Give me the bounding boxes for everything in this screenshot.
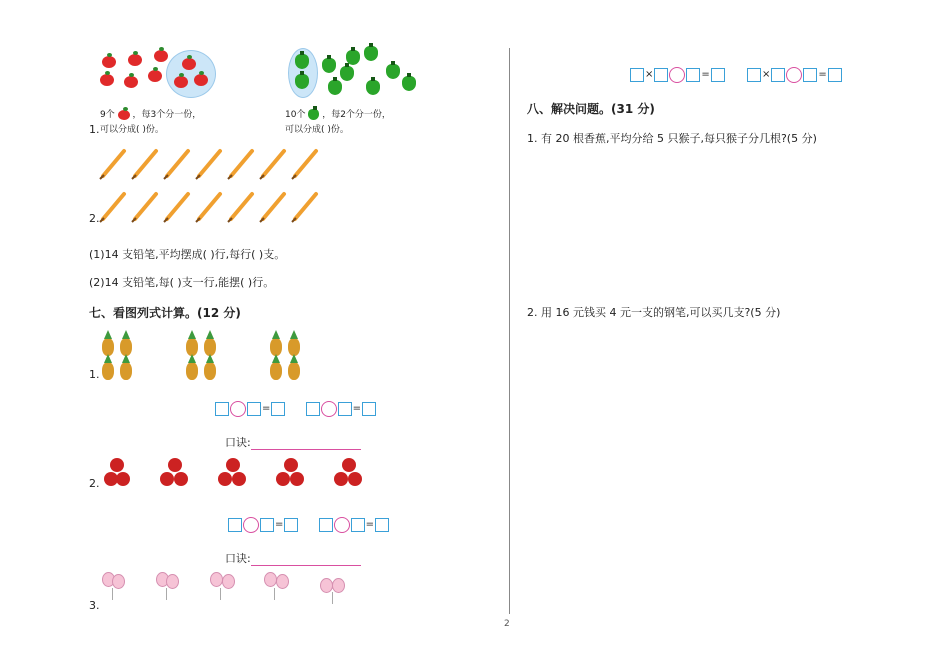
pencil-tip (164, 218, 168, 222)
tomato-icon (124, 76, 138, 88)
equals-sign: = (701, 69, 710, 80)
operator-circle[interactable] (230, 401, 246, 417)
tomato-icon (194, 74, 208, 86)
answer-box[interactable] (351, 518, 365, 532)
balloon-icon (222, 574, 235, 589)
operator-circle[interactable] (243, 517, 259, 533)
rhyme-row-1 (225, 434, 361, 450)
pencil-tip (132, 218, 136, 222)
equals-sign: = (275, 519, 284, 530)
pineapple-icon (204, 362, 216, 380)
pepper-icon (366, 80, 380, 95)
pineapple-icon (288, 338, 300, 356)
q2-line-2: (2)14 支铅笔,每( )支一行,能摆( )行。 (89, 276, 275, 289)
pineapple-icon (120, 338, 132, 356)
balloon-string (332, 592, 333, 604)
pencil-tip (292, 218, 296, 222)
equals-sign: = (365, 519, 374, 530)
apple-icon (348, 472, 362, 486)
equals-sign: = (262, 403, 271, 414)
pencil-tip (228, 218, 232, 222)
pepper-icon (364, 46, 378, 61)
pepper-icon (322, 58, 336, 73)
balloon-string (112, 588, 113, 600)
pineapple-icon (102, 362, 114, 380)
answer-box[interactable] (362, 402, 376, 416)
answer-box[interactable] (306, 402, 320, 416)
answer-box[interactable] (271, 402, 285, 416)
rhyme-input-line[interactable] (251, 439, 361, 450)
pencil-icon (231, 194, 252, 219)
pencil-icon (263, 151, 284, 176)
balloon-icon (210, 572, 223, 587)
pineapple-picture (98, 330, 308, 380)
pepper-caption-1: 10个 ，每2个分一份， (285, 110, 391, 120)
q2-number: 2. (89, 212, 100, 225)
balloon-string (274, 588, 275, 600)
item-2-number: 2. (89, 477, 100, 490)
pencil-icon (167, 151, 188, 176)
pencil-tip (100, 175, 104, 179)
tomato-icon (154, 50, 168, 62)
apple-icon (110, 458, 124, 472)
answer-box[interactable] (338, 402, 352, 416)
pepper-icon (386, 64, 400, 79)
pencil-tip (292, 175, 296, 179)
answer-box[interactable] (284, 518, 298, 532)
tomato-icon (182, 58, 196, 70)
tomato-icon (102, 56, 116, 68)
pencil-icon (231, 151, 252, 176)
pencil-row-1 (100, 151, 316, 179)
top-formula-row (630, 64, 842, 83)
answer-box[interactable] (247, 402, 261, 416)
answer-box[interactable] (375, 518, 389, 532)
pineapple-icon (102, 338, 114, 356)
balloon-icon (264, 572, 277, 587)
pencil-icon (295, 194, 316, 219)
pineapple-icon (186, 338, 198, 356)
pineapple-icon (270, 338, 282, 356)
pineapple-icon (204, 338, 216, 356)
answer-box[interactable] (803, 68, 817, 82)
pepper-picture (288, 46, 418, 104)
q2-line-1: (1)14 支铅笔,平均摆成( )行,每行( )支。 (89, 248, 286, 261)
balloon-string (166, 588, 167, 600)
pencil-icon (199, 194, 220, 219)
column-divider (509, 48, 510, 614)
pencil-tip (196, 218, 200, 222)
operator-circle[interactable] (669, 67, 685, 83)
rhyme-label: 口诀: (225, 436, 251, 449)
tomato-icon (118, 110, 130, 120)
formula-row-1 (215, 398, 376, 417)
pineapple-icon (270, 362, 282, 380)
q1-number: 1. (89, 123, 100, 136)
pepper-caption-2: 可以分成( )份。 (285, 125, 349, 135)
apple-icon (160, 472, 174, 486)
balloon-picture (98, 570, 358, 610)
pepper-icon (295, 54, 309, 69)
pencil-tip (164, 175, 168, 179)
tomato-icon (128, 54, 142, 66)
tomato-caption-1: 9个 ，每3个分一份， (100, 110, 202, 120)
apple-icon (290, 472, 304, 486)
rhyme-label: 口诀: (225, 552, 251, 565)
answer-box[interactable] (654, 68, 668, 82)
answer-box[interactable] (771, 68, 785, 82)
pepper-icon (340, 66, 354, 81)
pepper-icon (295, 74, 309, 89)
answer-box[interactable] (319, 518, 333, 532)
answer-box[interactable] (260, 518, 274, 532)
apple-icon (284, 458, 298, 472)
tomato-icon (148, 70, 162, 82)
tomato-icon (100, 74, 114, 86)
operator-circle[interactable] (786, 67, 802, 83)
rhyme-row-2 (225, 550, 361, 566)
pencils-picture (96, 148, 328, 228)
apple-icon (334, 472, 348, 486)
pencil-row-2 (100, 194, 316, 222)
pencil-tip (260, 175, 264, 179)
formula-row-2 (228, 514, 389, 533)
pencil-tip (196, 175, 200, 179)
equals-sign: = (818, 69, 827, 80)
pineapple-icon (288, 362, 300, 380)
balloon-string (220, 588, 221, 600)
pepper-icon (328, 80, 342, 95)
operator-circle[interactable] (334, 517, 350, 533)
tomato-icon (174, 76, 188, 88)
rhyme-input-line[interactable] (251, 555, 361, 566)
pencil-tip (228, 175, 232, 179)
operator-circle[interactable] (321, 401, 337, 417)
answer-box[interactable] (215, 402, 229, 416)
pineapple-icon (186, 362, 198, 380)
section-8-question-1: 1. 有 20 根香蕉,平均分给 5 只猴子,每只猴子分几根?(5 分) (527, 132, 817, 145)
pepper-icon (346, 50, 360, 65)
section-8-title: 八、解决问题。(31 分) (527, 102, 655, 116)
section-7-title: 七、看图列式计算。(12 分) (89, 306, 241, 320)
pencil-tip (100, 218, 104, 222)
answer-box[interactable] (228, 518, 242, 532)
apple-icon (218, 472, 232, 486)
pencil-icon (103, 151, 124, 176)
answer-box[interactable] (828, 68, 842, 82)
apple-icon (174, 472, 188, 486)
balloon-icon (276, 574, 289, 589)
pencil-icon (167, 194, 188, 219)
section-8-question-2: 2. 用 16 元钱买 4 元一支的钢笔,可以买几支?(5 分) (527, 306, 781, 319)
tomato-caption-2: 可以分成( )份。 (100, 125, 164, 135)
balloon-icon (166, 574, 179, 589)
apple-picture (104, 456, 374, 492)
answer-box[interactable] (747, 68, 761, 82)
apple-icon (116, 472, 130, 486)
tomato-picture (98, 46, 218, 104)
page-number: 2 (504, 619, 510, 629)
answer-box[interactable] (686, 68, 700, 82)
item-3-number: 3. (89, 599, 100, 612)
apple-icon (232, 472, 246, 486)
pepper-icon (402, 76, 416, 91)
pencil-icon (295, 151, 316, 176)
pencil-icon (199, 151, 220, 176)
answer-box[interactable] (630, 68, 644, 82)
pencil-icon (135, 151, 156, 176)
times-sign: × (645, 69, 654, 80)
item-1-number: 1. (89, 368, 100, 381)
apple-icon (342, 458, 356, 472)
pencil-icon (103, 194, 124, 219)
pencil-tip (132, 175, 136, 179)
balloon-icon (332, 578, 345, 593)
pencil-icon (263, 194, 284, 219)
times-sign: × (761, 69, 771, 80)
pineapple-icon (120, 362, 132, 380)
balloon-icon (112, 574, 125, 589)
pencil-icon (135, 194, 156, 219)
answer-box[interactable] (711, 68, 725, 82)
pencil-tip (260, 218, 264, 222)
apple-icon (168, 458, 182, 472)
apple-icon (276, 472, 290, 486)
apple-icon (226, 458, 240, 472)
equals-sign: = (352, 403, 361, 414)
pepper-icon (308, 109, 319, 120)
